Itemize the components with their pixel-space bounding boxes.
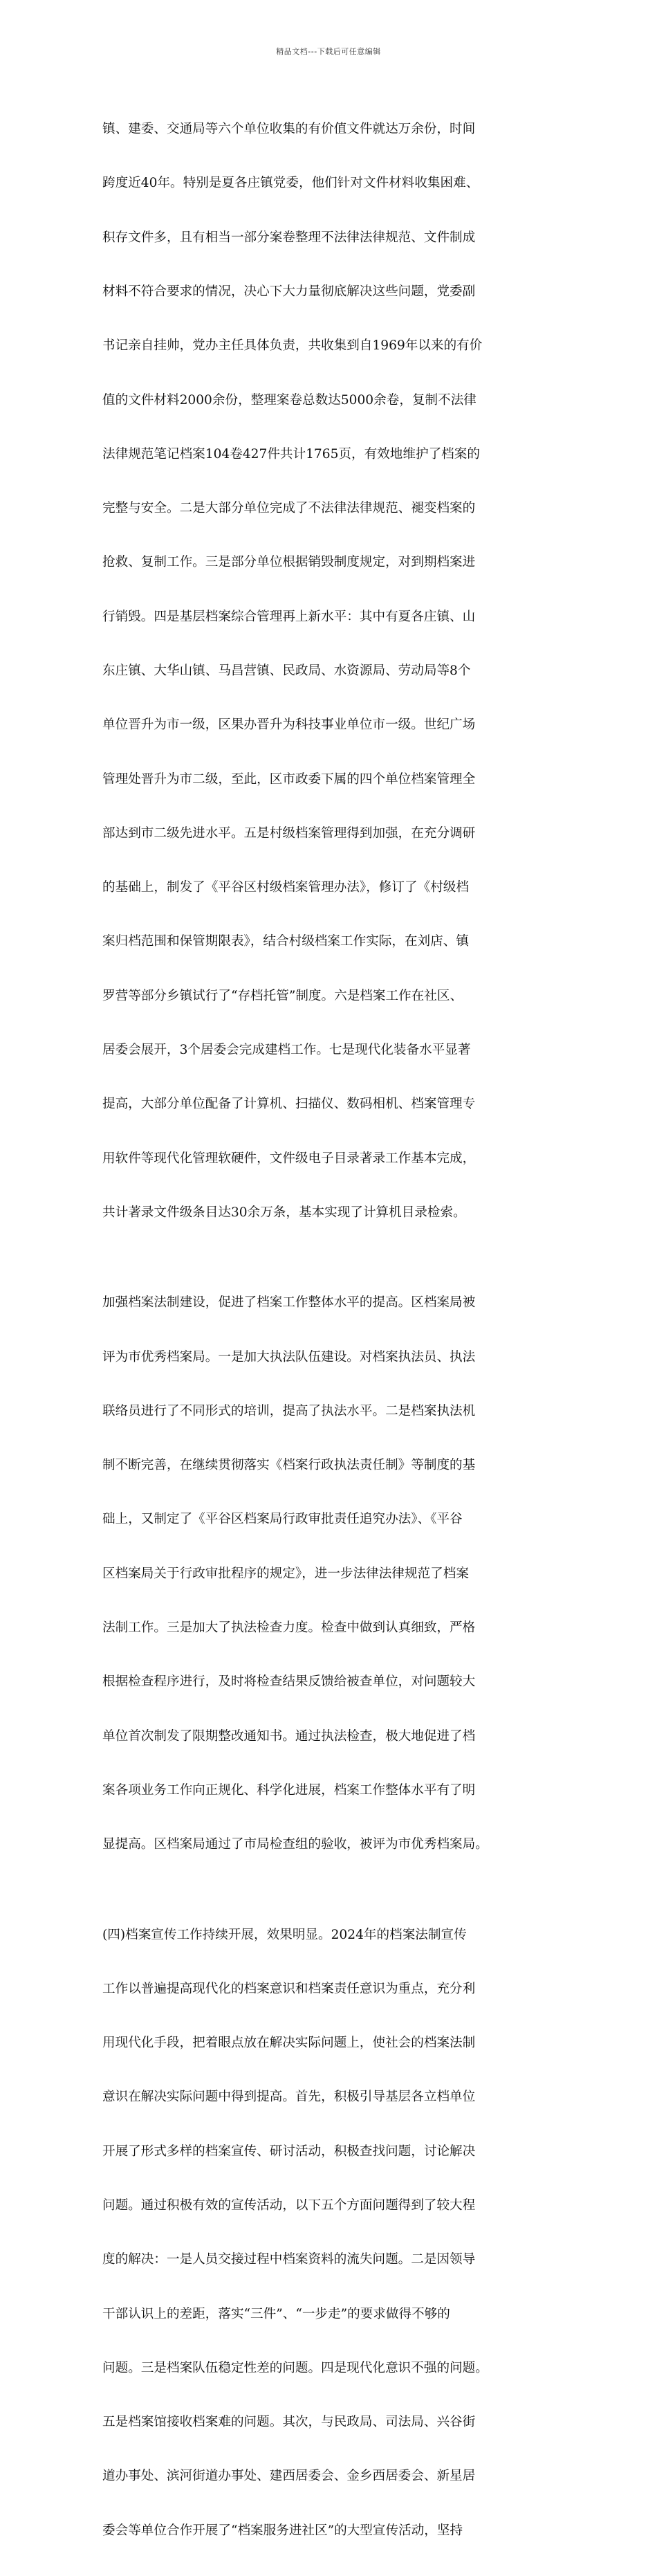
text-line: 镇、建委、交通局等六个单位收集的有价值文件就达万余份，时间 [102,122,476,137]
text-line: 干部认识上的差距，落实“三件”、“一步走”的要求做得不够的 [102,2306,450,2321]
text-line: 的基础上，制发了《平谷区村级档案管理办法》，修订了《村级档 [102,880,469,895]
text-line: 东庄镇、大华山镇、马昌营镇、民政局、水资源局、劳动局等8个 [102,664,471,678]
text-line: 部达到市二级先进水平。五是村级档案管理得到加强，在充分调研 [102,825,476,841]
text-line: 开展了形式多样的档案宣传、研讨活动，积极查找问题，讨论解决 [102,2144,476,2159]
text-line: 度的解决：一是人员交接过程中档案资料的流失问题。二是因领导 [102,2252,476,2267]
text-line: (四)档案宣传工作持续开展，效果明显。2024年的档案法制宣传 [102,1927,467,1942]
text-line: 用软件等现代化管理软硬件，文件级电子目录著录工作基本完成， [102,1151,476,1166]
text-line: 材料不符合要求的情况，决心下大力量彻底解决这些问题，党委副 [102,284,476,300]
text-line: 单位首次制发了限期整改通知书。通过执法检查，极大地促进了档 [102,1728,476,1744]
text-line: 行销毁。四是基层档案综合管理再上新水平：其中有夏各庄镇、山 [102,609,476,624]
text-line: 评为市优秀档案局。一是加大执法队伍建设。对档案执法员、执法 [102,1349,476,1364]
text-line: 五是档案馆接收档案难的问题。其次，与民政局、司法局、兴谷街 [102,2415,476,2430]
text-line: 制不断完善，在继续贯彻落实《档案行政执法责任制》等制度的基 [102,1458,476,1473]
text-line: 问题。通过积极有效的宣传活动，以下五个方面问题得到了较大程 [102,2198,476,2213]
text-line: 居委会展开，3个居委会完成建档工作。七是现代化装备水平显著 [102,1042,471,1057]
text-line: 显提高。区档案局通过了市局检查组的验收，被评为市优秀档案局。 [102,1837,488,1852]
text-line: 道办事处、滨河街道办事处、建西居委会、金乡西居委会、新星居 [102,2469,476,2484]
text-line: 跨度近40年。特别是夏各庄镇党委，他们针对文件材料收集困难、 [102,176,479,191]
text-line: 意识在解决实际问题中得到提高。首先，积极引导基层各立档单位 [102,2090,476,2105]
text-line: 法律规范笔记档案104卷427件共计1765页，有效地维护了档案的 [102,446,480,462]
text-line: 根据检查程序进行，及时将检查结果反馈给被查单位，对问题较大 [102,1674,476,1690]
text-line: 用现代化手段，把着眼点放在解决实际问题上，使社会的档案法制 [102,2036,476,2051]
text-line: 区档案局关于行政审批程序的规定》，进一步法律法律规范了档案 [102,1566,469,1581]
text-line: 加强档案法制建设，促进了档案工作整体水平的提高。区档案局被 [102,1295,476,1310]
text-line: 案各项业务工作向正规化、科学化进展，档案工作整体水平有了明 [102,1782,476,1798]
text-line: 础上，又制定了《平谷区档案局行政审批责任追究办法》、《平谷 [102,1512,463,1527]
text-line: 抢救、复制工作。三是部分单位根据销毁制度规定，对到期档案进 [102,555,476,570]
text-line: 完整与安全。二是大部分单位完成了不法律法律规范、褪变档案的 [102,501,476,516]
text-line: 积存文件多，且有相当一部分案卷整理不法律法律规范、文件制成 [102,230,476,245]
text-line: 罗营等部分乡镇试行了“存档托管”制度。六是档案工作在社区、 [102,988,463,1003]
text-line: 工作以普遍提高现代化的档案意识和档案责任意识为重点，充分利 [102,1981,476,1996]
paragraph-archive-achievements [102,84,563,1258]
paragraph-publicity-work [102,1890,563,2576]
text-line: 共计著录文件级条目达30余万条，基本实现了计算机目录检索。 [102,1205,466,1220]
document-body [102,84,563,2576]
text-line: 提高，大部分单位配备了计算机、扫描仪、数码相机、档案管理专 [102,1097,476,1112]
text-line: 书记亲自挂帅，党办主任具体负责，共收集到自1969年以来的有价 [102,338,483,354]
page-header: 精品文档---下载后可任意编辑 [276,47,381,56]
text-line: 值的文件材料2000余份，整理案卷总数达5000余卷，复制不法律 [102,392,476,408]
text-line: 管理处晋升为市二级，至此，区市政委下属的四个单位档案管理全 [102,771,476,787]
text-line: 单位晋升为市一级，区果办晋升为科技事业单位市一级。世纪广场 [102,718,476,733]
text-line: 联络员进行了不同形式的培训，提高了执法水平。二是档案执法机 [102,1403,476,1418]
text-line: 案归档范围和保管期限表》，结合村级档案工作实际，在刘店、镇 [102,934,469,949]
text-line: 问题。三是档案队伍稳定性差的问题。四是现代化意识不强的问题。 [102,2360,488,2375]
paragraph-legal-construction [102,1258,563,1890]
text-line: 委会等单位合作开展了“档案服务进社区”的大型宣传活动，坚持 [102,2523,463,2538]
text-line: 法制工作。三是加大了执法检查力度。检查中做到认真细致，严格 [102,1620,476,1635]
